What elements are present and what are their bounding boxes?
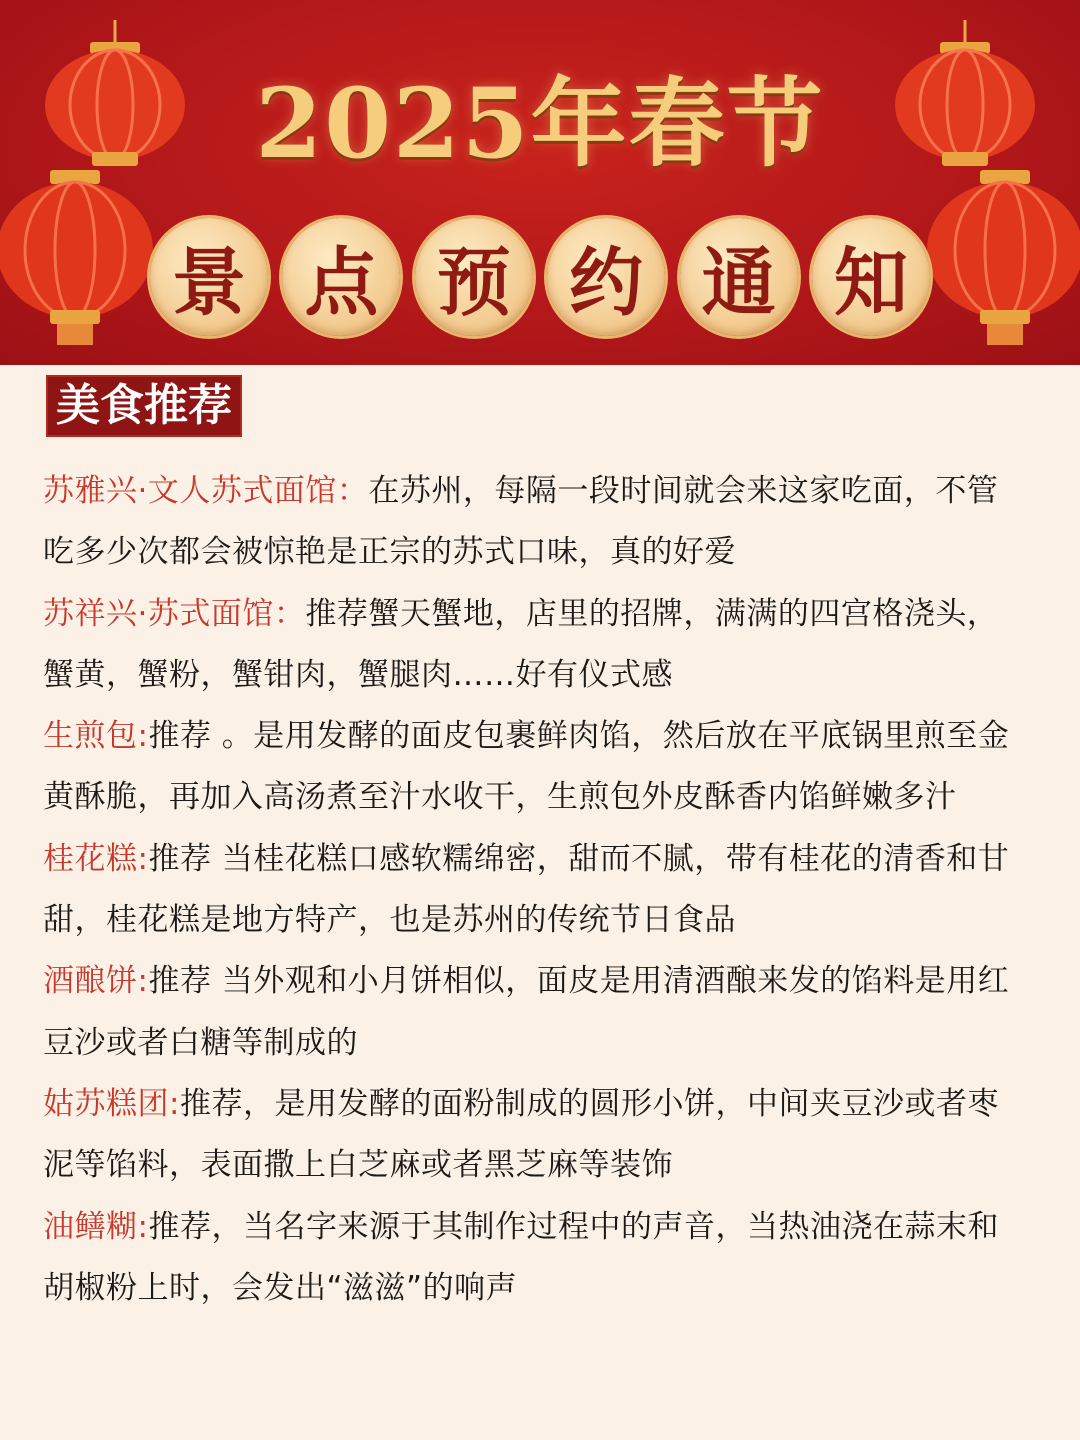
banner-title: 2025年春节 — [255, 67, 825, 180]
section-label: 美食推荐 — [48, 377, 240, 435]
food-list — [43, 461, 1023, 1319]
subtitle-char: 知 — [812, 218, 930, 336]
list-item — [43, 1074, 1023, 1197]
list-item — [43, 706, 1023, 829]
header-banner — [0, 0, 1080, 365]
subtitle-char: 点 — [282, 218, 400, 336]
list-item — [43, 461, 1023, 584]
subtitle-char: 约 — [547, 218, 665, 336]
item-text: 推荐，当名字来源于其制作过程中的声音，当热油浇在蒜末和胡椒粉上时，会发出“滋滋”的响声 — [43, 1208, 999, 1306]
item-name: 桂花糕: — [43, 840, 149, 877]
list-item — [43, 829, 1023, 952]
list-item — [43, 951, 1023, 1074]
item-name: 苏雅兴·文人苏式面馆： — [43, 473, 369, 509]
subtitle-char: 通 — [680, 218, 798, 336]
item-name: 酒酿饼: — [43, 963, 149, 1000]
item-text: 推荐，是用发酵的面粉制成的圆形小饼，中间夹豆沙或者枣泥等馅料，表面撒上白芝麻或者黑芝麻等装饰 — [43, 1085, 999, 1184]
item-text: 推荐 。是用发酵的面皮包裹鲜肉馅，然后放在平底锅里煎至金黄酥脆，再加入高汤煮至汁水收干，生煎包外皮酥香内馅鲜嫩多汁 — [43, 718, 1010, 816]
item-text: 推荐蟹天蟹地，店里的招牌，满满的四宫格浇头，蟹黄，蟹粉，蟹钳肉，蟹腿肉……好有仪式感 — [43, 595, 999, 693]
subtitle-char-row — [150, 218, 930, 336]
list-item — [43, 1197, 1023, 1320]
subtitle-char: 预 — [415, 218, 533, 336]
lantern-icon-bottom-left — [0, 170, 155, 345]
item-name: 油鳝糊: — [43, 1208, 149, 1245]
lantern-icon-bottom-right — [925, 170, 1080, 345]
item-name: 姑苏糕团: — [43, 1085, 180, 1122]
item-text: 在苏州，每隔一段时间就会来这家吃面，不管吃多少次都会被惊艳是正宗的苏式口味，真的好爱 — [43, 473, 999, 571]
item-name: 生煎包: — [43, 718, 149, 755]
list-item — [43, 584, 1023, 707]
content-area — [0, 365, 1080, 1440]
item-text: 推荐 当外观和小月饼相似，面皮是用清酒酿来发的馅料是用红豆沙或者白糖等制成的 — [43, 963, 1010, 1061]
item-text: 推荐 当桂花糕口感软糯绵密，甜而不腻，带有桂花的清香和甘甜，桂花糕是地方特产，也是苏州的传统节日食品 — [43, 840, 1010, 939]
item-name: 苏祥兴·苏式面馆： — [43, 595, 306, 632]
subtitle-char: 景 — [150, 218, 268, 336]
